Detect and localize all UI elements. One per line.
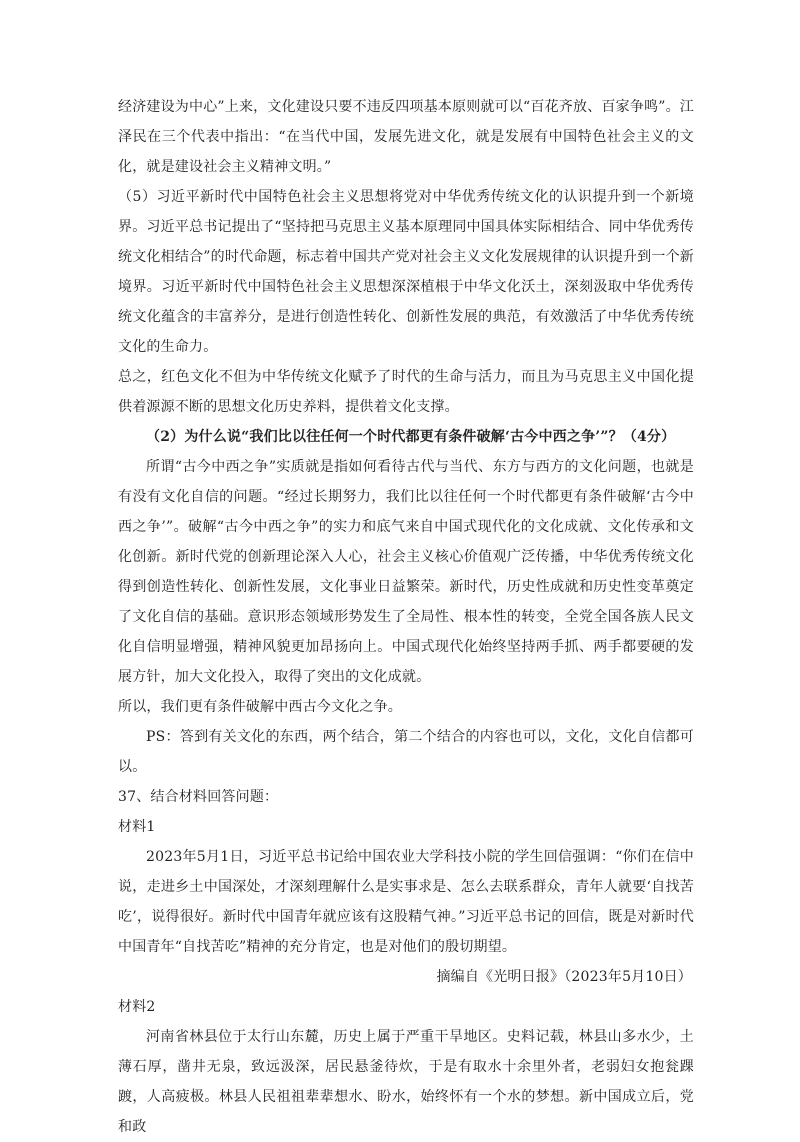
material-2-text: 河南省林县位于太行山东麓，历史上属于严重干旱地区。史料记载，林县山多水少，土薄石厚，凿井无泉，致远汲深，居民悬釜待炊，于是有取水十余里外者，老弱妇女抱瓮踝踱，人高疲极。林县人民祖祖辈辈想水、盼水，始终怀有一个水的梦想。新中国成立后，党和政: [118, 1029, 694, 1135]
document-page: [118, 92, 694, 1142]
answer-summary: 总之，红色文化不但为中华传统文化赋予了时代的生命与活力，而且为马克思主义中国化提供着源源不断的思想文化历史养料，提供着文化支撑。: [118, 369, 694, 415]
answer-paragraph-continued: 经济建设为中心”上来，文化建设只要不违反四项基本原则就可以“百花齐放、百家争鸣”。江泽民在三个代表中指出：“在当代中国，发展先进文化，就是发展有中国特色社会主义的文化，就是建设社会主义精神文明。”: [118, 99, 694, 175]
question-2-heading: （2）为什么说“我们比以往任何一个时代都更有条件破解‘古今中西之争’”？（4分）: [146, 429, 676, 445]
material-2-label: 材料2: [118, 999, 156, 1015]
question-37-heading: 37、结合材料回答问题：: [118, 789, 279, 805]
material-1-source: 摘编自《光明日报》（2023年5月10日）: [436, 969, 692, 985]
question-2-conclusion: 所以，我们更有条件破解中西古今文化之争。: [118, 699, 402, 715]
material-1-label: 材料1: [118, 819, 156, 835]
material-1-text: 2023年5月1日，习近平总书记给中国农业大学科技小院的学生回信强调：“你们在信中说，走进乡土中国深处，才深刻理解什么是实事求是、怎么去联系群众，青年人就要‘自找苦吃’，说得很好。新时代中国青年就应该有这股精气神。”习近平总书记的回信，既是对新时代中国青年“自找苦吃”精神的充分肯定，也是对他们的殷切期望。: [118, 849, 694, 955]
question-2-answer: 所谓“古今中西之争”实质就是指如何看待古代与当代、东方与西方的文化问题，也就是有没有文化自信的问题。“经过长期努力，我们比以往任何一个时代都更有条件破解‘古今中西之争’”。破解“古今中西之争”的实力和底气来自中国式现代化的文化成就、文化传承和文化创新。新时代党的创新理论深入人心，社会主义核心价值观广泛传播，中华优秀传统文化得到创造性转化、创新性发展，文化事业日益繁荣。新时代，历史性成就和历史性变革奠定了文化自信的基础。意识形态领域形势发生了全局性、根本性的转变，全党全国各族人民文化自信明显增强，精神风貌更加昂扬向上。中国式现代化始终坚持两手抓、两手都要硬的发展方针，加大文化投入，取得了突出的文化成就。: [118, 459, 694, 685]
answer-point-5: （5）习近平新时代中国特色社会主义思想将党对中华优秀传统文化的认识提升到一个新境界。习近平总书记提出了“坚持把马克思主义基本原理同中国具体实际相结合、同中华优秀传统文化相结合”的时代命题，标志着中国共产党对社会主义文化发展规律的认识提升到一个新境界。习近平新时代中国特色社会主义思想深深植根于中华文化沃土，深刻汲取中华优秀传统文化蕴含的丰富养分，是进行创造性转化、创新性发展的典范，有效激活了中华优秀传统文化的生命力。: [118, 189, 694, 355]
ps-note: PS：答到有关文化的东西，两个结合，第二个结合的内容也可以，文化，文化自信都可以。: [118, 729, 694, 775]
